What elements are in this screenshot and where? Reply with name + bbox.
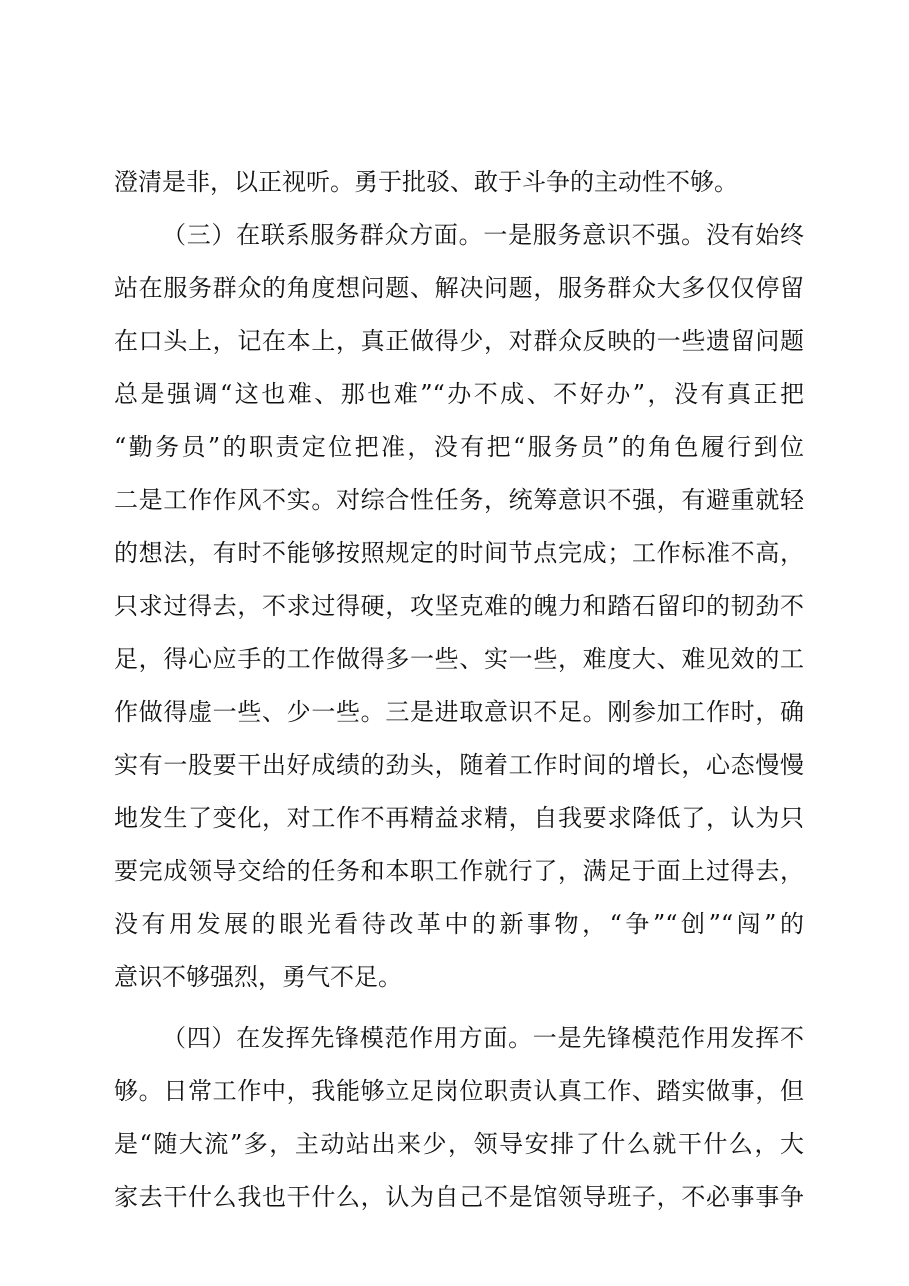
text-line: 没有用发展的眼光看待改革中的新事物，“争”“创”“闯”的	[114, 910, 804, 938]
text-line: 在口头上，记在本上，真正做得少，对群众反映的一些遗留问题	[114, 327, 804, 355]
text-line: 是“随大流”多，主动站出来少，领导安排了什么就干什么，大	[114, 1130, 804, 1158]
text-line: 家去干什么我也干什么，认为自己不是馆领导班子，不必事事争	[114, 1183, 804, 1211]
section-heading-line: （三）在联系服务群众方面。一是服务意识不强。没有始终	[162, 221, 804, 249]
text-line: 站在服务群众的角度想问题、解决问题，服务群众大多仅仅停留	[114, 274, 804, 302]
text-line: 作做得虚一些、少一些。三是进取意识不足。刚参加工作时，确	[114, 698, 804, 726]
text-line: 只求过得去，不求过得硬，攻坚克难的魄力和踏石留印的韧劲不	[114, 592, 804, 620]
text-line: 实有一股要干出好成绩的劲头，随着工作时间的增长，心态慢慢	[114, 751, 804, 779]
text-line: 意识不够强烈，勇气不足。	[114, 963, 402, 991]
text-line: 澄清是非，以正视听。勇于批驳、敢于斗争的主动性不够。	[114, 168, 738, 196]
text-line: “勤务员”的职责定位把准，没有把“服务员”的角色履行到位	[114, 433, 804, 461]
text-line: 够。日常工作中，我能够立足岗位职责认真工作、踏实做事，但	[114, 1077, 804, 1105]
text-line: 足，得心应手的工作做得多一些、实一些，难度大、难见效的工	[114, 645, 804, 673]
text-line: 的想法，有时不能够按照规定的时间节点完成；工作标准不高，	[114, 539, 804, 567]
text-line: 地发生了变化，对工作不再精益求精，自我要求降低了，认为只	[114, 804, 804, 832]
text-line: 要完成领导交给的任务和本职工作就行了，满足于面上过得去，	[114, 857, 804, 885]
text-line: 总是强调“这也难、那也难”“办不成、不好办”，没有真正把	[114, 380, 804, 408]
section-heading-line: （四）在发挥先锋模范作用方面。一是先锋模范作用发挥不	[162, 1024, 804, 1052]
paragraph-gap	[114, 1004, 804, 1012]
text-line: 二是工作作风不实。对综合性任务，统筹意识不强，有避重就轻	[114, 486, 804, 514]
body-text	[114, 156, 804, 1224]
